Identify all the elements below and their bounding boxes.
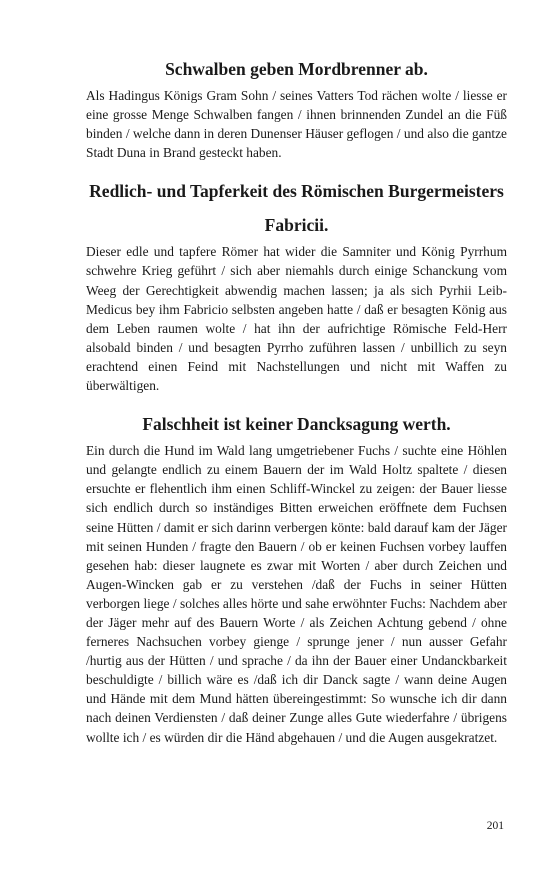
section-body-fox: Ein durch die Hund im Wald lang umgetriebener Fuchs / suchte eine Höhlen und gelangte endlich zu einem Bauern der im Wald Holtz spaltete / diesen ersuchte er flehentlich ihm einen Schliff-Winckel zu zeigen: der Bauer liesse sich endlich durch so inständiges Bitten erweichen eröffnete dem Fuchsen seine Hütten / damit er sich darinn verbergen könte: bald darauf kam der Jäger mit seinen Hunden / fragte den Bauern / ob er keinen Fuchsen vorbey lauffen gesehen hab: dieser laugnete es zwar mit Worten / aber durch Zeichen und Augen-Wincken gab er zu verstehen /daß der Fuchs in seiner Hütten verborgen liege / solches alles hörte und sahe erwöhnter Fuchs: Nachdem aber der Jäger mehr auf des Bauern Worte / als Zeichen Achtung gebend / ohne ferneres Nachsuchen vorbey gienge / sprunge jener / nun ausser Gefahr /hurtig aus der Hütten / und sprache / da ihn der Bauer einer Undanckbarkeit beschuldigte / billich wäre es /daß ich dir Danck sagte / wann deine Augen und Hände mit dem Mund hätten übereingestimmt: So wunsche ich dir dann nach deinen Verdiensten / daß deiner Zunge alles Gute wiederfahre / übrigens wollte ich / es würden dir die Händ abgehauen / und die Augen ausgekratzet. [86, 443, 507, 745]
page-number: 201 [486, 820, 504, 832]
section-title-fabricius: Redlich- und Tapferkeit des Römischen Burgermeisters Fabricii. [89, 181, 504, 236]
page-content [86, 52, 507, 747]
section-title-swallows: Schwalben geben Mordbrenner ab. [165, 59, 428, 79]
section-body-fabricius: Dieser edle und tapfere Römer hat wider die Samniter und König Pyrrhum schwehre Krieg geführt / sich aber niemahls durch einige Schanckung vom Weeg der Gerechtigkeit abwendig machen lassen; ja als sich Pyrhii Leib-Medicus bey ihm Fabricio selbsten angeben hatte / daß er besagten König aus dem Leben raumen wolte / hat ihn der aufrichtige Römische Feld-Herr alsobald binden / und besagten Pyrrho zuführen lassen / unbillich zu seyn erachtend einen Feind mit Nachstellungen und nicht mit Waffen zu überwältigen. [86, 244, 507, 394]
section-title-fox: Falschheit ist keiner Dancksagung werth. [142, 414, 451, 435]
section-body-swallows: Als Hadingus Königs Gram Sohn / seines Vatters Tod rächen wolte / liesse er eine grosse Menge Schwalben fangen / ihnen brinnenden Zundel an die Füß binden / welche dann in deren Dunenser Häuser geflogen / und also die gantze Stadt Duna in Brand gesteckt haben. [86, 88, 507, 161]
